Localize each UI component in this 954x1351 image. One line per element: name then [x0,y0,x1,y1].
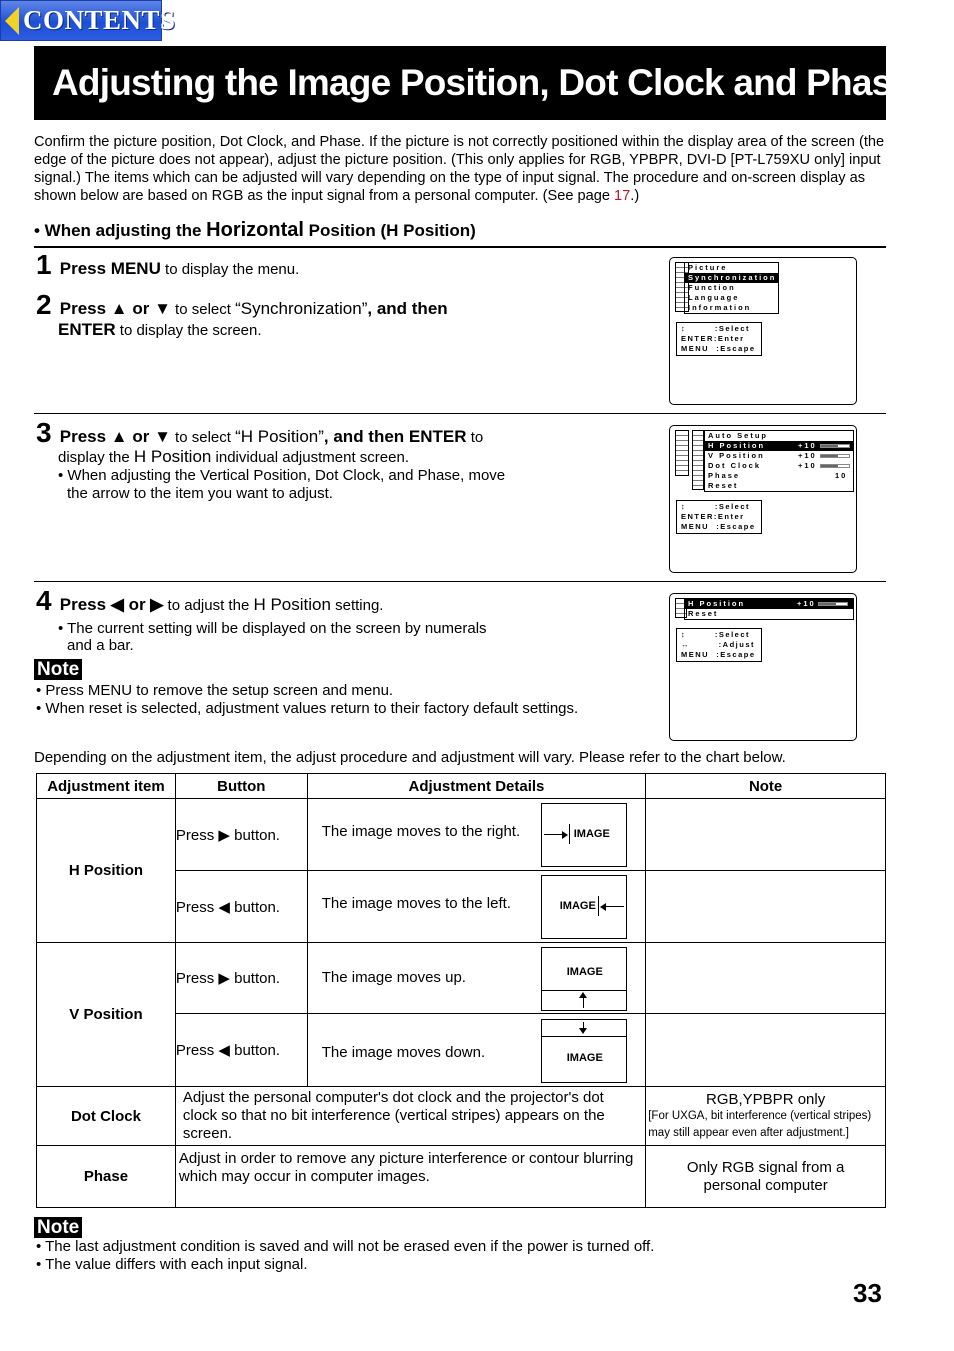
step-option: “Synchronization” [235,299,368,318]
col-header: Note [646,774,886,799]
note-cell [646,943,886,1014]
image-moves-up-diagram [541,947,627,1011]
step-text: to [466,429,484,446]
osd-item-label: H Position [688,599,746,608]
table-intro: Depending on the adjustment item, the adjust procedure and adjustment will vary. Please refer to the chart below. [34,749,786,766]
step-2-cont [58,321,262,340]
note-cell [646,1087,886,1146]
step-text: to display the screen. [115,322,262,339]
edge-line-icon [569,824,570,844]
image-label: IMAGE [566,1052,603,1064]
arrow-head-icon [600,903,606,911]
step-action: Press MENU [59,259,161,278]
step-option: H Position [133,447,212,466]
step-3-cont [58,448,409,467]
divider [34,581,886,582]
step-number: 1 [36,249,52,280]
osd-menu-list [684,262,779,314]
title-bar [34,46,912,120]
arrow-left-icon [604,906,624,907]
note-item: • The last adjustment condition is saved and will not be erased even if the power is turned off. [36,1238,655,1255]
osd-help: ↕ :Select ENTER:Enter MENU :Escape [676,322,762,356]
edge-line-icon [542,990,626,991]
osd-h-position [669,593,857,741]
contents-button[interactable] [0,0,176,41]
button-cell: Press ▶ button. [175,799,307,871]
note-subtext: [For UXGA, bit interference (vertical stripes) may still appear even after adjustment.] [648,1109,872,1139]
button-cell: Press ◀ button. [175,1014,307,1087]
step-3 [36,417,484,448]
arrow-head-icon [579,1028,587,1034]
image-moves-right-diagram [541,803,627,867]
arrow-up-icon [583,996,584,1008]
osd-item-label: Dot Clock [708,461,762,470]
note-item: • When reset is selected, adjustment values return to their factory default settings. [36,700,579,717]
osd-item-selected[interactable] [705,441,853,451]
edge-line-icon [542,1036,626,1037]
step-text: to select [170,429,236,446]
details-text: The image moves to the right. [321,823,521,840]
image-label: IMAGE [573,828,610,840]
details-cell [307,943,646,1014]
back-arrow-icon [5,7,19,35]
step-1 [36,249,300,280]
note-heading [34,1217,82,1239]
osd-help: ↕ :Select ENTER:Enter MENU :Escape [676,500,762,534]
button-cell: Press ◀ button. [175,871,307,943]
image-moves-left-diagram [541,875,627,939]
osd-value: +10 [797,599,816,608]
step-4-bullet-cont: and a bar. [67,637,134,654]
osd-item[interactable]: Information [688,303,752,312]
step-action: ENTER [58,320,116,339]
col-header: Adjustment item [37,774,176,799]
details-cell [307,799,646,871]
step-action: Press ▲ or ▼ [59,427,171,446]
heading-part: Position (H Position) [303,221,476,240]
note-item: • The value differs with each input signal. [36,1256,308,1273]
note-heading [34,659,82,681]
note-cell: Only RGB signal from a personal computer [646,1146,886,1208]
osd-item-label: V Position [708,451,765,460]
step-option: “H Position” [235,427,324,446]
step-number: 3 [36,417,52,448]
note-text: RGB,YPBPR only [706,1090,826,1108]
page-title: Adjusting the Image Position, Dot Clock and Phase [52,62,912,103]
osd-item-selected[interactable]: Synchronization [685,273,778,283]
osd-item-label: H Position [708,441,766,450]
details-text: The image moves up. [321,969,466,986]
intro-text: Confirm the picture position, Dot Clock, and Phase. If the picture is not correctly positioned within the display area of the screen (the edge of the picture does not appear), adjust the picture position. (This only applies for RGB, YPBPR, DVI-D [PT-L759XU only] input signal.) The items which can be adjusted will vary depending on the type of input signal. The procedure and on-screen display as shown below are based on RGB as the input signal from a personal computer. (See page [34,134,885,204]
button-cell: Press ▶ button. [175,943,307,1014]
intro-paragraph [34,133,890,205]
item-phase: Phase [37,1146,176,1208]
page-number: 33 [853,1278,882,1308]
osd-value: 10 [835,471,848,480]
divider [34,246,886,248]
osd-value: +10 [798,451,817,460]
submenu-icons [692,430,704,490]
step-text: to select [170,301,236,318]
note-tag: Note [34,659,82,680]
heading-emphasis: Horizontal [206,219,304,241]
edge-line-icon [598,896,599,916]
step-action: , and then [367,299,448,318]
osd-item[interactable]: Picture [688,263,728,272]
note-cell [646,1014,886,1087]
osd-item-label: Phase [708,471,741,480]
step-text: to display the menu. [160,261,300,278]
details-text: The image moves to the left. [321,895,511,912]
section-heading [34,219,476,242]
note-item: • Press MENU to remove the setup screen and menu. [36,682,394,699]
osd-item[interactable]: Function [688,283,736,292]
details-cell [307,871,646,943]
step-text: to adjust the [163,597,254,614]
details-text: The image moves down. [321,1044,486,1061]
step-action: Press ▲ or ▼ [59,299,171,318]
step-text: setting. [330,597,384,614]
osd-sync-menu [669,425,857,573]
step-4 [36,585,384,616]
step-action: , and then ENTER [323,427,467,446]
note-cell [646,799,886,871]
divider [34,413,886,414]
step-option: H Position [253,595,331,614]
osd-item[interactable] [705,461,853,471]
image-label: IMAGE [559,900,596,912]
osd-value: +10 [798,461,817,470]
level-bar [820,454,850,458]
col-header: Adjustment Details [307,774,646,799]
note-cell [646,871,886,943]
step-3-bullet: • When adjusting the Vertical Position, Dot Clock, and Phase, move [58,467,506,484]
step-text: individual adjustment screen. [211,449,409,466]
page-link[interactable]: 17 [614,188,631,204]
level-bar [818,602,848,606]
osd-value: +10 [798,441,817,450]
osd-item[interactable]: Reset [708,481,739,490]
osd-item[interactable] [705,471,853,481]
step-action: Press ◀ or ▶ [59,595,164,614]
note-tag: Note [34,1217,82,1238]
intro-text-end: .) [630,188,640,204]
details-cell [307,1014,646,1087]
osd-help: ↕ :Select ↔ :Adjust MENU :Escape [676,628,762,662]
step-4-bullet: • The current setting will be displayed on the screen by numerals [58,620,487,637]
col-header: Button [175,774,307,799]
menu-icons [675,430,689,476]
osd-item[interactable]: Language [688,293,740,302]
step-text: display the [58,449,134,466]
osd-item[interactable]: Reset [688,609,719,618]
details-cell: Adjust in order to remove any picture interference or contour blurring which may occur in computer images. [175,1146,645,1208]
step-number: 2 [36,289,52,320]
arrow-head-icon [562,831,568,839]
osd-item[interactable] [705,451,853,461]
contents-label: CONTENTS [23,5,176,35]
level-bar [820,464,850,468]
step-2 [36,289,448,320]
adjustment-table [36,773,886,1208]
osd-main-menu [669,257,857,405]
item-v-position: V Position [37,943,176,1087]
osd-item-selected[interactable] [685,599,853,609]
image-moves-down-diagram [541,1019,627,1083]
osd-item[interactable]: Auto Setup [708,431,768,440]
osd-menu-list [704,430,854,492]
level-bar [820,444,850,448]
details-cell: Adjust the personal computer's dot clock and the projector's dot clock so that no bit interference (vertical stripes) appears on the screen. [175,1087,645,1146]
heading-part: • When adjusting the [34,221,207,240]
osd-menu-list [684,598,854,620]
image-label: IMAGE [566,966,603,978]
step-3-bullet-cont: the arrow to the item you want to adjust. [67,485,333,502]
item-dot-clock: Dot Clock [37,1087,176,1146]
step-number: 4 [36,585,52,616]
item-h-position: H Position [37,799,176,943]
